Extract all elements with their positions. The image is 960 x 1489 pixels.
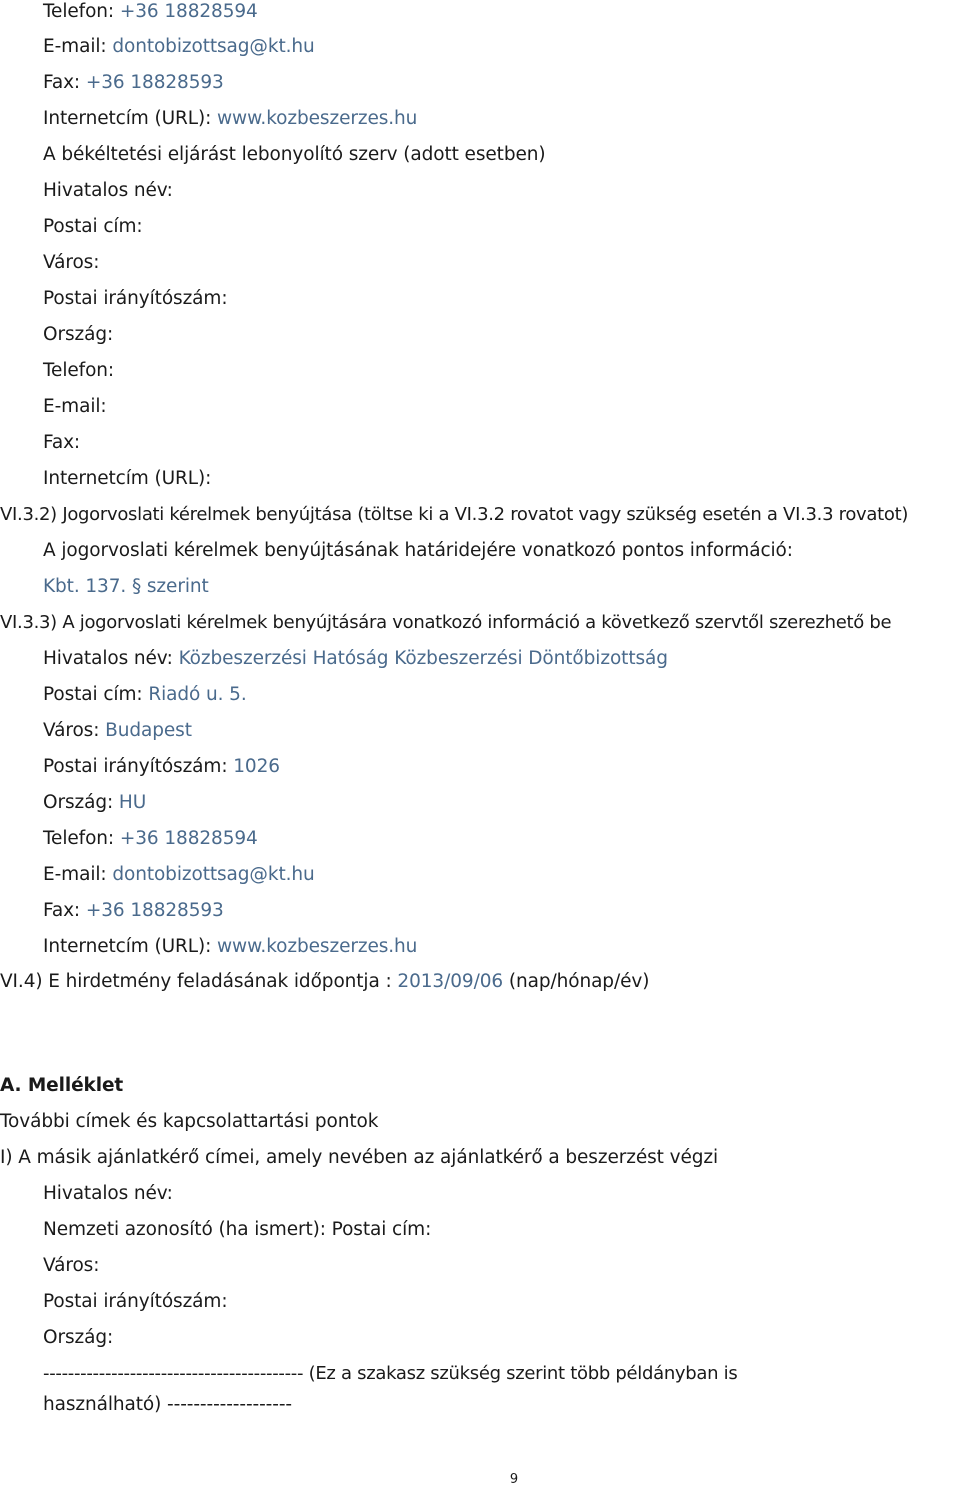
annex-field: Ország: (43, 1327, 114, 1348)
top-phone-line (43, 0, 258, 24)
field-value: +36 18828593 (85, 900, 224, 921)
annex-field: Város: (43, 1255, 100, 1276)
vi4-line (0, 970, 649, 994)
vi33-postcode-line (43, 755, 280, 779)
field-label: Hivatalos név: (43, 648, 179, 669)
annex-title: A. Melléklet (0, 1075, 124, 1096)
vi33-email-line (43, 863, 315, 887)
annex-section-i: I) A másik ajánlatkérő címei, amely nevében az ajánlatkérő a beszerzést végzi (0, 1147, 719, 1168)
field-label: E-mail: (43, 36, 113, 57)
url-link[interactable]: www.kozbeszerzes.hu (217, 108, 418, 129)
vi4-suffix: (nap/hónap/év) (503, 971, 650, 992)
top-url-line (43, 107, 417, 131)
vi33-heading: VI.3.3) A jogorvoslati kérelmek benyújtására vonatkozó információ a következő szervtől szerezhető be (0, 612, 892, 633)
annex-note-line2: használható) ------------------- (43, 1394, 292, 1415)
field-label: Fax: (43, 900, 86, 921)
mediation-field: Postai irányítószám: (43, 288, 228, 309)
vi33-phone-line (43, 827, 258, 851)
vi4-date: 2013/09/06 (397, 971, 504, 992)
email-link[interactable]: dontobizottsag@kt.hu (112, 864, 315, 885)
field-label: Ország: (43, 792, 119, 813)
field-value: +36 18828593 (85, 72, 224, 93)
mediation-field: Postai cím: (43, 216, 143, 237)
field-value: Budapest (105, 720, 192, 741)
field-label: E-mail: (43, 864, 113, 885)
annex-subtitle: További címek és kapcsolattartási pontok (0, 1111, 379, 1132)
mediation-field: Ország: (43, 324, 114, 345)
field-value: Riadó u. 5. (148, 684, 247, 705)
vi33-city-line (43, 719, 192, 743)
field-label: Telefon: (43, 828, 120, 849)
email-link[interactable]: dontobizottsag@kt.hu (112, 36, 315, 57)
vi32-info-value: Kbt. 137. § szerint (43, 576, 209, 597)
field-value: 1026 (233, 756, 280, 777)
annex-field: Hivatalos név: (43, 1183, 173, 1204)
top-email-line (43, 35, 315, 59)
mediation-field: E-mail: (43, 396, 107, 417)
mediation-field: Hivatalos név: (43, 180, 173, 201)
page-number: 9 (509, 1472, 519, 1487)
vi33-country-line (43, 791, 146, 815)
field-label: Internetcím (URL): (43, 936, 218, 957)
field-label: Postai irányítószám: (43, 756, 234, 777)
mediation-field: Fax: (43, 432, 81, 453)
mediation-field: Város: (43, 252, 100, 273)
mediation-field: Internetcím (URL): (43, 468, 212, 489)
field-label: Postai cím: (43, 684, 149, 705)
mediation-heading: A békéltetési eljárást lebonyolító szerv (adott esetben) (43, 144, 546, 165)
top-fax-line (43, 71, 224, 95)
field-value: +36 18828594 (119, 828, 258, 849)
field-label: Internetcím (URL): (43, 108, 218, 129)
field-label: Fax: (43, 72, 86, 93)
mediation-field: Telefon: (43, 360, 115, 381)
annex-field: Postai irányítószám: (43, 1291, 228, 1312)
annex-field: Nemzeti azonosító (ha ismert): Postai cím: (43, 1219, 432, 1240)
vi33-url-line (43, 935, 417, 959)
vi32-heading: VI.3.2) Jogorvoslati kérelmek benyújtása (töltse ki a VI.3.2 rovatot vagy szükség esetén a VI.3.3 rovatot) (0, 504, 909, 525)
annex-note-line1: ------------------------------------------ (Ez a szakasz szükség szerint több példányban is (43, 1363, 738, 1384)
field-label: Város: (43, 720, 106, 741)
vi4-label: VI.4) E hirdetmény feladásának időpontja : (0, 971, 398, 992)
vi32-info-label: A jogorvoslati kérelmek benyújtásának határidejére vonatkozó pontos információ: (43, 540, 793, 561)
field-value: +36 18828594 (119, 1, 258, 22)
field-value: HU (118, 792, 147, 813)
field-value: Közbeszerzési Hatóság Közbeszerzési Döntőbizottság (178, 648, 668, 669)
field-label: Telefon: (43, 1, 120, 22)
url-link[interactable]: www.kozbeszerzes.hu (217, 936, 418, 957)
vi33-name-line (43, 647, 668, 671)
vi33-address-line (43, 683, 247, 707)
vi33-fax-line (43, 899, 224, 923)
